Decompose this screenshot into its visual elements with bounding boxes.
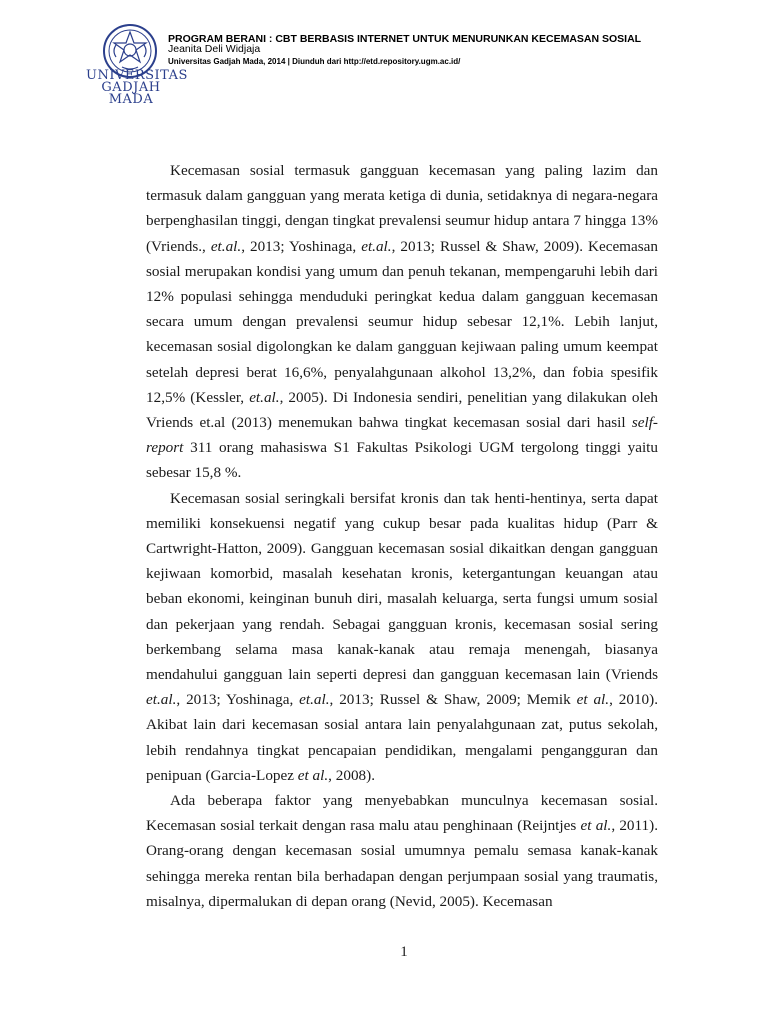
paragraph	[146, 788, 658, 914]
italic-run: et.al.	[210, 237, 242, 255]
text-run: , 2008).	[328, 766, 375, 784]
italic-run: et al.	[576, 691, 610, 709]
text-run: , 2005). Di Indonesia sendiri, penelitian yang dilakukan oleh Vriends et.al (2013) menemukan bahwa tingkat kecemasan sosial dari hasil	[146, 388, 658, 432]
page-number: 1	[400, 944, 408, 960]
logo-line-1: UNIVERSITAS	[86, 68, 188, 83]
author-name: Jeanita Deli Widjaja	[168, 43, 261, 55]
text-run: Kecemasan sosial termasuk gangguan kecemasan yang paling lazim dan termasuk dalam gangguan yang merata ketiga di dunia, setidaknya di negara-negara berpenghasilan tinggi, dengan tingkat prevalensi seumur hidup antara 7 hingga 13% (Vriends.,	[146, 162, 658, 255]
paragraph	[146, 486, 658, 788]
text-run: , 2010). Akibat lain dari kecemasan sosial antara lain penyalahgunaan zat, putus sekolah, lebih rendahnya tingkat pencapaian pendidikan, mengalami pengangguran dan penipuan (Garcia-Lopez	[146, 691, 658, 784]
text-run: , 2011). Orang-orang dengan kecemasan sosial umumnya pemalu semasa kanak-kanak sehingga mereka rentan bila berhadapan dengan perjumpaan sosial yang traumatis, misalnya, dipermalukan di depan orang (Nevid, 2005). Kecemasan	[146, 817, 659, 910]
italic-run: et.al.	[299, 691, 330, 709]
text-run: Kecemasan sosial seringkali bersifat kronis dan tak henti-hentinya, serta dapat memiliki konsekuensi negatif yang cukup besar pada kualitas hidup (Parr & Cartwright-Hatton, 2009). Gangguan kecemasan sosial dikaitkan dengan gangguan kejiwaan komorbid, masalah kesehatan kronis, ketergantungan keuangan atau beban ekonomi, keinginan bunuh diri, masalah keluarga, serta fungsi umum sosial dan pekerjaan yang rendah. Sebagai gangguan kronis, kecemasan sosial sering berkembang selama masa kanak-kanak atau remaja menengah, biasanya mendahului gangguan lain seperti depresi dan gangguan kecemasan lain (Vriends	[146, 489, 658, 684]
italic-run: et.al.	[146, 691, 177, 709]
text-run: Ada beberapa faktor yang menyebabkan munculnya kecemasan sosial. Kecemasan sosial terkait dengan rasa malu atau penghinaan (Reijntjes	[146, 792, 658, 835]
source-line: Universitas Gadjah Mada, 2014 | Diunduh dari http://etd.repository.ugm.ac.id/	[168, 57, 461, 66]
page-header	[0, 0, 768, 110]
body-text	[146, 158, 658, 914]
italic-run: et al.	[580, 817, 612, 835]
paragraph	[146, 158, 658, 486]
text-run: , 2013; Russel & Shaw, 2009). Kecemasan sosial merupakan kondisi yang umum dan penuh tekanan, mempengaruhi lebih dari 12% populasi sehingga menduduki peringkat kedua dalam gangguan kecemasan secara umum dengan prevalensi seumur hidup sebesar 12,1%. Lebih lanjut, kecemasan sosial digolongkan ke dalam gangguan kejiwaan paling umum keempat setelah depresi berat 16,6%, penyalahgunaan alkohol 13,2%, dan fobia spesifik 12,5% (Kessler,	[146, 237, 658, 406]
italic-run: et al.	[297, 766, 329, 784]
italic-run: self-report	[146, 414, 658, 457]
italic-run: et.al.	[249, 388, 280, 406]
university-logo-text	[86, 68, 188, 107]
text-run: , 2013; Russel & Shaw, 2009; Memik	[329, 691, 577, 709]
text-run: , 2013; Yoshinaga,	[241, 237, 362, 255]
logo-line-2: GADJAH MADA	[101, 80, 161, 107]
document-title: PROGRAM BERANI : CBT BERBASIS INTERNET UNTUK MENURUNKAN KECEMASAN SOSIAL	[168, 33, 642, 45]
text-run: 311 orang mahasiswa S1 Fakultas Psikologi UGM tergolong tinggi yaitu sebesar 15,8 %.	[146, 439, 658, 482]
text-run: , 2013; Yoshinaga,	[176, 691, 300, 709]
italic-run: et.al.	[361, 237, 392, 255]
